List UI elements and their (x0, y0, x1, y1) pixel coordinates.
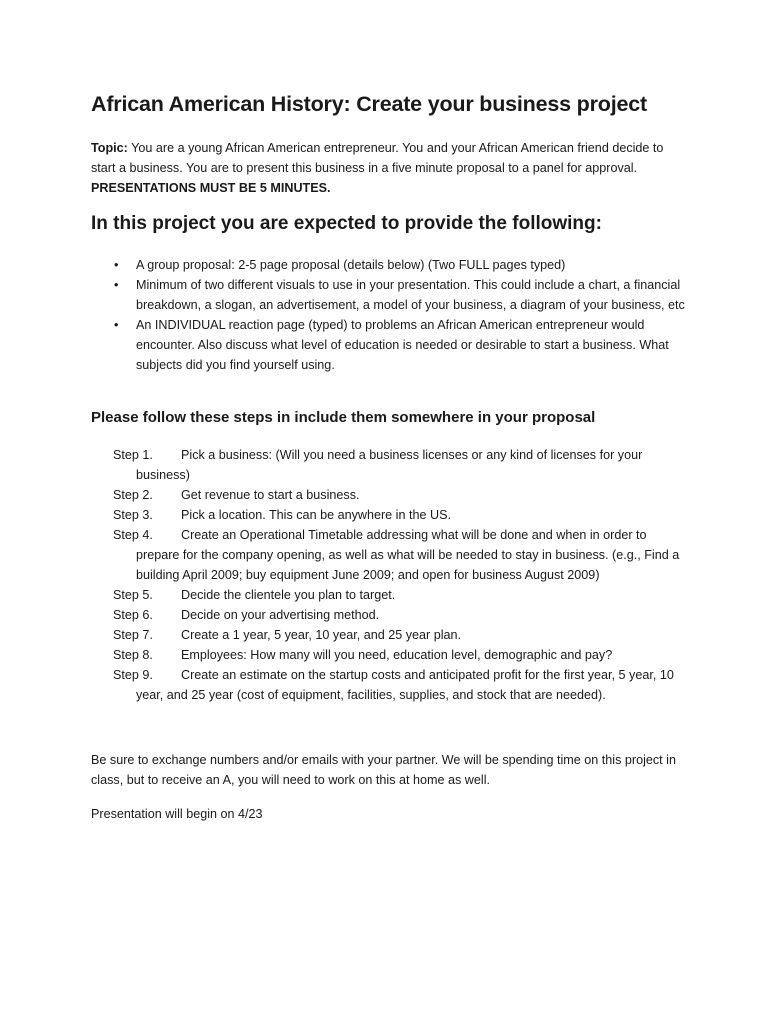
step-label: Step 5. (113, 588, 153, 602)
step-item (113, 445, 683, 485)
step-item (113, 665, 683, 705)
topic-label: Topic: (91, 141, 128, 155)
step-text: Pick a location. This can be anywhere in the US. (181, 508, 451, 522)
step-label: Step 4. (113, 528, 153, 542)
bullet-icon: • (114, 278, 119, 292)
step-item (113, 485, 683, 505)
steps-list (113, 445, 683, 705)
bullet-icon: • (114, 318, 119, 332)
step-item (113, 505, 683, 525)
step-item (113, 605, 683, 625)
bullet-icon: • (114, 258, 119, 272)
expectations-list (91, 255, 691, 375)
topic-text: You are a young African American entrepreneur. You and your African American friend decide to start a business. You are to present this business in a five minute proposal to a panel for approval. (91, 141, 664, 175)
step-label: Step 9. (113, 668, 153, 682)
presentation-date: Presentation will begin on 4/23 (91, 807, 263, 821)
page-title: African American History: Create your business project (91, 92, 647, 116)
step-text: Create a 1 year, 5 year, 10 year, and 25 year plan. (181, 628, 462, 642)
list-item-text: An INDIVIDUAL reaction page (typed) to problems an African American entrepreneur would encounter. Also discuss what level of education is needed or desirable to start a business. What subjects did you find yourself using. (136, 318, 669, 372)
list-item-text: Minimum of two different visuals to use in your presentation. This could include a chart, a financial breakdown, a slogan, an advertisement, a model of your business, a diagram of your business, etc (136, 278, 685, 312)
step-label: Step 1. (113, 448, 153, 462)
list-item (91, 255, 691, 275)
step-text: Employees: How many will you need, education level, demographic and pay? (181, 648, 613, 662)
step-text: Create an estimate on the startup costs and anticipated profit for the first year, 5 year, 10 year, and 25 year (cost of equipment, facilities, supplies, and stock that are needed). (136, 668, 674, 702)
step-text: Create an Operational Timetable addressing what will be done and when in order to prepare for the company opening, as well as what will be needed to stay in business. (e.g., Find a building April 2009; buy equipment June 2009; and open for business August 2009) (136, 528, 680, 582)
step-label: Step 2. (113, 488, 153, 502)
step-text: Pick a business: (Will you need a business licenses or any kind of licenses for your business) (136, 448, 643, 482)
closing-paragraph: Be sure to exchange numbers and/or emails with your partner. We will be spending time on this project in class, but to receive an A, you will need to work on this at home as well. (91, 753, 676, 787)
step-text: Get revenue to start a business. (181, 488, 360, 502)
step-item (113, 645, 683, 665)
step-item (113, 585, 683, 605)
presentation-length-notice: PRESENTATIONS MUST BE 5 MINUTES. (91, 181, 331, 195)
topic-paragraph (91, 138, 691, 198)
expectations-heading: In this project you are expected to provide the following: (91, 213, 602, 234)
step-text: Decide on your advertising method. (181, 608, 380, 622)
step-label: Step 7. (113, 628, 153, 642)
list-item (91, 315, 691, 375)
step-item (113, 525, 683, 585)
step-text: Decide the clientele you plan to target. (181, 588, 396, 602)
step-label: Step 3. (113, 508, 153, 522)
list-item-text: A group proposal: 2-5 page proposal (details below) (Two FULL pages typed) (136, 258, 566, 272)
step-label: Step 6. (113, 608, 153, 622)
step-label: Step 8. (113, 648, 153, 662)
list-item (91, 275, 691, 315)
step-item (113, 625, 683, 645)
steps-heading: Please follow these steps in include them somewhere in your proposal (91, 409, 596, 426)
